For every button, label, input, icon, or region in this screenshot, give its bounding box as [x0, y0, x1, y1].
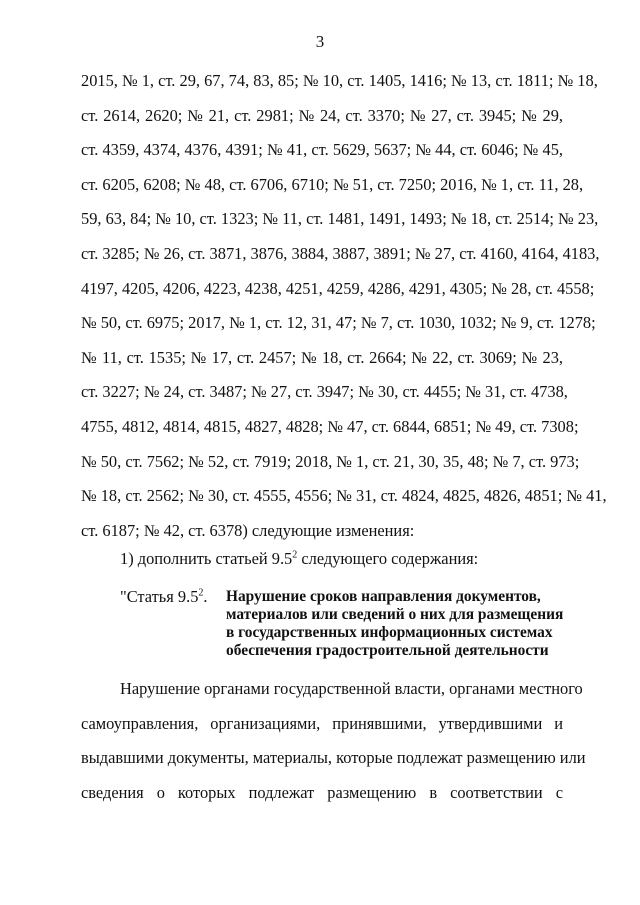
- article-title-line: обеспечения градостроительной деятельности: [226, 642, 549, 659]
- text-line: 59, 63, 84; № 10, ст. 1323; № 11, ст. 1481, 1491, 1493; № 18, ст. 2514; № 23,: [81, 209, 599, 229]
- item-superscript: 2: [292, 549, 298, 561]
- article-body-paragraph: [81, 672, 586, 810]
- text-line: самоуправления, организациями, принявшими, утвердившими и: [81, 713, 563, 733]
- text-line: сведения о которых подлежат размещению в соответствии с: [81, 782, 563, 802]
- item-text-tail: следующего содержания:: [297, 549, 479, 568]
- text-line: ст. 6187; № 42, ст. 6378) следующие изменения:: [81, 520, 415, 540]
- text-line: выдавшими документы, материалы, которые подлежат размещению или: [81, 748, 586, 768]
- article-label-text: "Статья 9.5: [120, 587, 199, 606]
- text-line: ст. 2614, 2620; № 21, ст. 2981; № 24, ст. 3370; № 27, ст. 3945; № 29,: [81, 105, 563, 125]
- text-line: ст. 6205, 6208; № 48, ст. 6706, 6710; № 51, ст. 7250; 2016, № 1, ст. 11, 28,: [81, 174, 584, 194]
- text-line: ст. 4359, 4374, 4376, 4391; № 41, ст. 5629, 5637; № 44, ст. 6046; № 45,: [81, 140, 563, 160]
- text-line: 4197, 4205, 4206, 4223, 4238, 4251, 4259, 4286, 4291, 4305; № 28, ст. 4558;: [81, 278, 595, 298]
- text-line: ст. 3285; № 26, ст. 3871, 3876, 3884, 3887, 3891; № 27, ст. 4160, 4164, 4183,: [81, 243, 600, 263]
- page-number: 3: [315, 32, 325, 51]
- article-label: [120, 588, 208, 606]
- article-label-dot: .: [203, 587, 208, 606]
- amendment-citations: [81, 64, 607, 548]
- article-label-superscript: 2: [198, 587, 204, 599]
- text-line: ст. 3227; № 24, ст. 3487; № 27, ст. 3947; № 30, ст. 4455; № 31, ст. 4738,: [81, 382, 568, 402]
- text-line: 2015, № 1, ст. 29, 67, 74, 83, 85; № 10, ст. 1405, 1416; № 13, ст. 1811; № 18,: [81, 71, 598, 90]
- list-item-1: [120, 545, 478, 573]
- text-line: Нарушение органами государственной власти, органами местного: [120, 679, 583, 698]
- article-title: [226, 588, 571, 660]
- item-text: 1) дополнить статьей 9.5: [120, 549, 293, 568]
- text-line: № 50, ст. 7562; № 52, ст. 7919; 2018, № 1, ст. 21, 30, 35, 48; № 7, ст. 973;: [81, 451, 580, 471]
- article-title-line: материалов или сведений о них для размещения: [226, 606, 564, 623]
- article-title-line: в государственных информационных системах: [226, 624, 553, 641]
- article-title-line: Нарушение сроков направления документов,: [226, 588, 541, 605]
- text-line: 4755, 4812, 4814, 4815, 4827, 4828; № 47, ст. 6844, 6851; № 49, ст. 7308;: [81, 416, 579, 436]
- text-line: № 11, ст. 1535; № 17, ст. 2457; № 18, ст. 2664; № 22, ст. 3069; № 23,: [81, 347, 563, 367]
- text-line: № 18, ст. 2562; № 30, ст. 4555, 4556; № 31, ст. 4824, 4825, 4826, 4851; № 41,: [81, 486, 607, 506]
- text-line: № 50, ст. 6975; 2017, № 1, ст. 12, 31, 47; № 7, ст. 1030, 1032; № 9, ст. 1278;: [81, 313, 596, 333]
